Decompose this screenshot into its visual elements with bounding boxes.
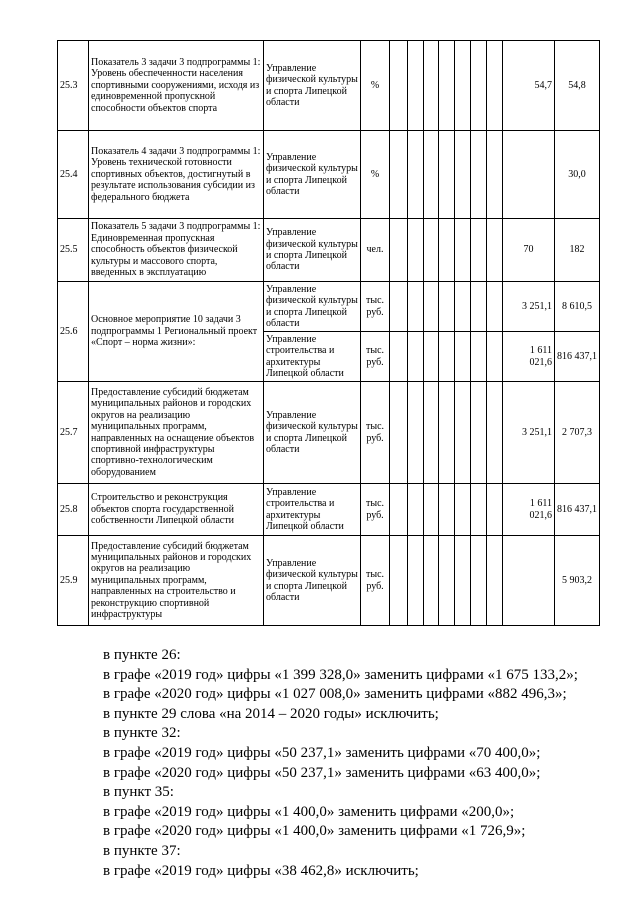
row-unit: тыс. руб. xyxy=(361,484,390,536)
row-value-2019: 3 251,1 xyxy=(503,382,555,484)
row-number: 25.4 xyxy=(58,131,89,219)
row-executor: Управление физической культуры и спорта Липецкой области xyxy=(264,282,361,332)
text-line: в графе «2020 год» цифры «50 237,1» заменить цифрами «63 400,0»; xyxy=(103,764,541,781)
table-row xyxy=(58,382,600,484)
row-value-2020: 8 610,5 xyxy=(555,282,600,332)
row-unit: чел. xyxy=(361,219,390,282)
row-executor: Управление физической культуры и спорта Липецкой области xyxy=(264,131,361,219)
row-value-2019: 54,7 xyxy=(503,41,555,131)
text-line: в графе «2019 год» цифры «38 462,8» исключить; xyxy=(103,862,419,879)
row-number: 25.3 xyxy=(58,41,89,131)
row-name: Показатель 4 задачи 3 подпрограммы 1: Уровень технической готовности спортивных объектов, достигнутый в результате использования субсидии из федерального бюджета xyxy=(89,131,264,219)
table-row xyxy=(58,484,600,536)
text-line: в пункт 35: xyxy=(103,784,174,801)
row-value-2020: 816 437,1 xyxy=(555,332,600,382)
row-executor: Управление физической культуры и спорта Липецкой области xyxy=(264,41,361,131)
row-value-2020: 182 xyxy=(555,219,600,282)
row-value-2019 xyxy=(503,131,555,219)
table-row xyxy=(58,282,600,332)
row-name: Предоставление субсидий бюджетам муниципальных районов и городских округов на реализацию муниципальных программ, направленных на оснащение объектов спортивной инфраструктуры спортивно-технологическим оборудованием xyxy=(89,382,264,484)
row-value-2020: 816 437,1 xyxy=(555,484,600,536)
row-executor: Управление строительства и архитектуры Липецкой области xyxy=(264,332,361,382)
row-number: 25.8 xyxy=(58,484,89,536)
table-row xyxy=(58,536,600,626)
text-line: в пункте 37: xyxy=(103,842,181,859)
row-value-2019 xyxy=(503,536,555,626)
row-value-2020: 54,8 xyxy=(555,41,600,131)
row-unit: % xyxy=(361,131,390,219)
row-value-2020: 30,0 xyxy=(555,131,600,219)
table-row xyxy=(58,131,600,219)
row-value-2020: 5 903,2 xyxy=(555,536,600,626)
row-executor: Управление строительства и архитектуры Липецкой области xyxy=(264,484,361,536)
row-executor: Управление физической культуры и спорта Липецкой области xyxy=(264,219,361,282)
row-value-2019: 70 xyxy=(503,219,555,282)
row-unit: тыс. руб. xyxy=(361,332,390,382)
row-number: 25.7 xyxy=(58,382,89,484)
row-value-2019: 1 611 021,6 xyxy=(503,484,555,536)
row-value-2019: 1 611 021,6 xyxy=(503,332,555,382)
text-line: в пункте 29 слова «на 2014 – 2020 годы» исключить; xyxy=(103,705,439,722)
row-name: Строительство и реконструкция объектов спорта государственной собственности Липецкой области xyxy=(89,484,264,536)
row-name: Основное мероприятие 10 задачи 3 подпрограммы 1 Региональный проект «Спорт – норма жизни»: xyxy=(89,282,264,382)
row-name: Показатель 3 задачи 3 подпрограммы 1: Уровень обеспеченности населения спортивными сооружениями, исходя из единовременной пропускной способности объектов спорта xyxy=(89,41,264,131)
row-unit: тыс. руб. xyxy=(361,282,390,332)
row-number: 25.9 xyxy=(58,536,89,626)
row-number: 25.5 xyxy=(58,219,89,282)
text-line: в графе «2020 год» цифры «1 027 008,0» заменить цифрами «882 496,3»; xyxy=(103,686,567,703)
plan-table xyxy=(57,40,600,626)
row-value-2020: 2 707,3 xyxy=(555,382,600,484)
row-name: Показатель 5 задачи 3 подпрограммы 1: Единовременная пропускная способность объектов физической культуры и массового спорта, введенных в эксплуатацию xyxy=(89,219,264,282)
text-line: в пункте 32: xyxy=(103,725,181,742)
text-line: в графе «2019 год» цифры «1 399 328,0» заменить цифрами «1 675 133,2»; xyxy=(103,666,578,683)
row-unit: % xyxy=(361,41,390,131)
row-executor: Управление физической культуры и спорта Липецкой области xyxy=(264,382,361,484)
row-name: Предоставление субсидий бюджетам муниципальных районов и городских округов на реализацию муниципальных программ, направленных на строительство и реконструкцию спортивной инфраструктуры xyxy=(89,536,264,626)
text-line: в графе «2019 год» цифры «50 237,1» заменить цифрами «70 400,0»; xyxy=(103,744,541,761)
row-unit: тыс. руб. xyxy=(361,536,390,626)
table-row xyxy=(58,219,600,282)
row-number: 25.6 xyxy=(58,282,89,382)
row-value-2019: 3 251,1 xyxy=(503,282,555,332)
amendment-text xyxy=(103,646,623,881)
text-line: в графе «2019 год» цифры «1 400,0» заменить цифрами «200,0»; xyxy=(103,803,515,820)
table-row xyxy=(58,41,600,131)
row-unit: тыс. руб. xyxy=(361,382,390,484)
text-line: в пункте 26: xyxy=(103,647,181,663)
row-executor: Управление физической культуры и спорта Липецкой области xyxy=(264,536,361,626)
text-line: в графе «2020 год» цифры «1 400,0» заменить цифрами «1 726,9»; xyxy=(103,823,526,840)
